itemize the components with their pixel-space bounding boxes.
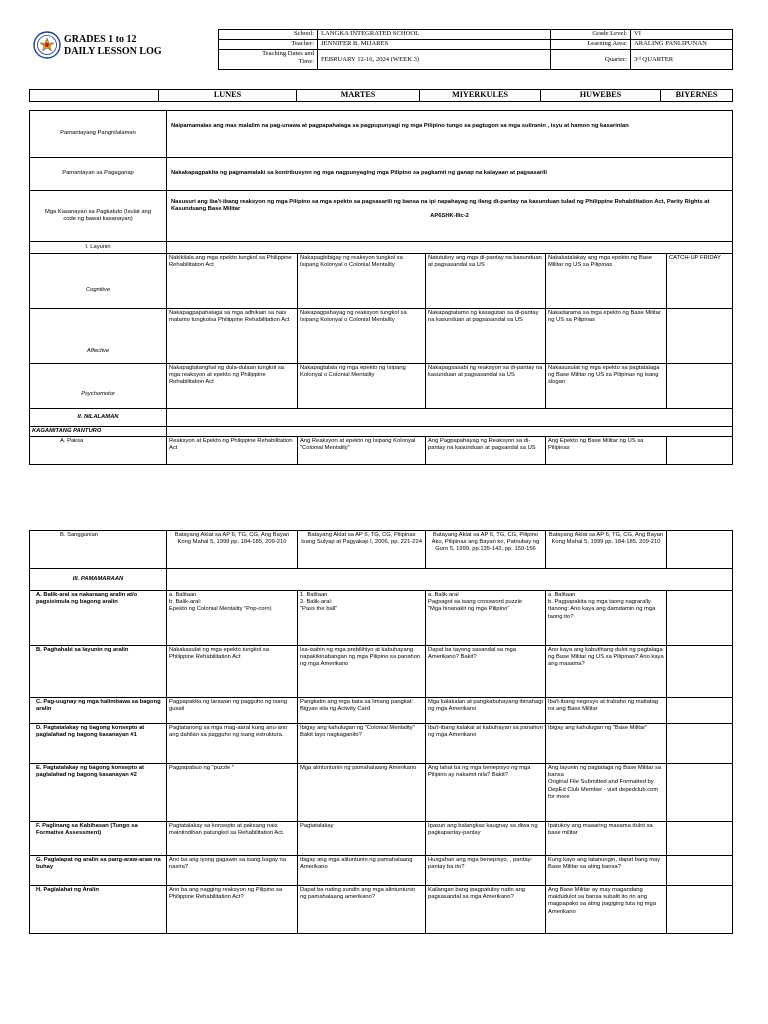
procedure-row-e [30, 764, 733, 822]
day-header-biyernes: BIYERNES [661, 90, 733, 102]
cognitive-lunes: Nakikilala ang mga epekto tungkol sa Philippine Rehabilitation Act [167, 254, 298, 309]
procedure-c-martes: Pangkatin ang mga bata sa limang pangkat: Bigyan sila ng Activity Card [298, 698, 426, 724]
cognitive-biyernes: CATCH-UP FRIDAY [667, 254, 733, 309]
day-header-miyerkules: MIYERKULES [420, 90, 541, 102]
school-value: LANGKA INTEGRATED SCHOOL [318, 30, 551, 40]
quarter-value: 3ʳᵈ QUARTER [631, 50, 733, 70]
pamamaraan-label: III. PAMAMARAAN [30, 569, 167, 591]
deped-seal-logo [33, 31, 61, 59]
teaching-dates-label [219, 50, 318, 70]
procedure-g-lunes: Ano ba ang iyong gagawin sa isang bagay na nasira? [167, 856, 298, 886]
procedure-label-e: E. Pagtatalakay ng bagong konsepto at paglalahad ng bagong kasanayan #2 [30, 764, 167, 822]
procedure-g-biyernes [667, 856, 733, 886]
procedure-row-f [30, 822, 733, 856]
procedure-e-lunes: Pagpapabuo ng "puzzle " [167, 764, 298, 822]
sanggunian-lunes: Batayang Aklat sa AP 6, TG, CG, Ang Bayan Kong Mahal 5, 1999 pp. 184-185, 209-210 [167, 531, 298, 569]
affective-lunes: Nakapagpapahalaga sa mga adhikain sa nais matamo tungkolsa Philippine Rehabilitation Act [167, 309, 298, 364]
header-info-table [218, 29, 733, 70]
teaching-dates-label-line2: Time: [298, 57, 314, 65]
cognitive-miyerkules: Natutukoy ang mga di-pantay na kasunduan at pagsasandal sa US [426, 254, 546, 309]
nilalaman-label: II. NILALAMAN [30, 409, 167, 427]
procedure-row-g [30, 856, 733, 886]
paksa-lunes: Reaksyon at Epekto ng Philippine Rehabilitation Act [167, 437, 298, 465]
procedure-b-biyernes [667, 646, 733, 698]
procedure-label-b: B. Paghahabi sa layunin ng aralin [30, 646, 167, 698]
pagganap-label: Pamantayan sa Pagaganap [30, 158, 167, 191]
procedure-d-lunes: Pagtatanong sa mga mag-aaral kung anu-ano ang dahilan sa pagguho ng isang estruktura. [167, 724, 298, 764]
sanggunian-martes: Batayang Aklat sa AP 6, TG, CG, Pilipinas Isang Sulyap at Pagyakap I, 2006, pp. 221-224 [298, 531, 426, 569]
form-title-line2: DAILY LESSON LOG [64, 46, 162, 57]
lesson-bottom-table [29, 530, 733, 934]
procedure-c-biyernes [667, 698, 733, 724]
teaching-dates-value: FEBRUARY 12-16, 2024 (WEEK 3) [318, 50, 551, 70]
paksa-huwebes: Ang Epekto ng Base Militar ng US sa Pilipinas [546, 437, 667, 465]
psychomotor-miyerkules: Nakapagsasabi ng reaksyon sa di-pantay na kasunduan at pagsasandal sa US [426, 364, 546, 409]
procedure-b-miyerkules: Dapat ba tayong sasandal sa mga Amerikano? Bakit? [426, 646, 546, 698]
procedure-row-a [30, 591, 733, 646]
procedure-e-miyerkules: Ang lahat ba ng mga benepisyo ng mga Pilipino ay nakamit nila? Bakit? [426, 764, 546, 822]
procedure-h-miyerkules: Kailangan bang ipagpatuloy natin ang pagsasandal sa mga Amerikano? [426, 886, 546, 934]
school-label: School: [219, 30, 318, 40]
grade-level-value: VI [631, 30, 733, 40]
procedure-g-martes: Ibigay ang mga alituntunin ng pamahalaang Amerikano [298, 856, 426, 886]
pamantayang-label: Pamantayang Pangnilalaman [30, 111, 167, 158]
learning-area-label: Learning Area: [551, 40, 631, 50]
procedure-row-d [30, 724, 733, 764]
teaching-dates-label-line1: Teaching Dates and [262, 50, 314, 57]
sanggunian-label: B. Sanggunian [30, 531, 167, 569]
procedure-f-lunes: Pagtatalakay sa konsepto at paksang nais maintindihan patungkol sa Rehabilitation Act. [167, 822, 298, 856]
procedure-label-g: G. Paglalapat ng aralin sa pang-araw-araw na buhay [30, 856, 167, 886]
procedure-b-huwebes: Ano kaya ang kabutihang dulot ng pagtalaga ng Base Militar ng US sa Pilipinas? Ano kaya ang masama? [546, 646, 667, 698]
procedure-g-huwebes: Kung kayo ang tatanungin, dapat bang may Base Militar sa ating bansa? [546, 856, 667, 886]
cognitive-huwebes: Nakakatalakay ang mga epekto ng Base Militar ng US sa Pilipinas [546, 254, 667, 309]
psychomotor-biyernes [667, 364, 733, 409]
procedure-a-biyernes [667, 591, 733, 646]
teacher-label: Teacher: [219, 40, 318, 50]
psychomotor-lunes: Nakapagtatanghal ng dula-dulaan tungkol sa mga reaksyon at epekto ng Philippine Rehabilitation Act [167, 364, 298, 409]
procedure-label-h: H. Paglalahat ng Aralin [30, 886, 167, 934]
learning-area-value: ARALING PANLIPUNAN [631, 40, 733, 50]
sanggunian-miyerkules: Batayang Aklat sa AP 6, TG, CG, Pilipino Ako, Pilipinas ang Bayan ko, Patnubay ng Guro 5, 1999, pp.135-142, pp. 150-156 [426, 531, 546, 569]
pagganap-text: Nakakapagpakita ng pagmamalaki sa kontribusyon ng mga nagpunyaging mga Pilipino sa pagkamit ng ganap na kalayaan at pagsasarili [167, 158, 733, 191]
procedure-f-miyerkules: Ipasuri ang balangkas kaugnay sa diwa ng pagkapantay-pantay [426, 822, 546, 856]
nilalaman-blank [167, 409, 733, 427]
quarter-label: Quarter: [551, 50, 631, 70]
paksa-biyernes [667, 437, 733, 465]
procedure-h-martes: Dapat ba nating sundin ang mga alintuntunin ng pamahalaang amerikano? [298, 886, 426, 934]
procedure-label-f: F. Paglinang sa Kabihasan (Tungo sa Formative Assessment) [30, 822, 167, 856]
procedure-e-biyernes [667, 764, 733, 822]
procedure-d-martes: Ibigay ang kahulugan ng "Colonial Mentality" Bakit tayo nagkaganito? [298, 724, 426, 764]
procedure-g-miyerkules: Husgahan ang mga benepisyo, , pantay-pantay ba ito? [426, 856, 546, 886]
procedure-f-biyernes [667, 822, 733, 856]
procedure-a-lunes: a. Balitaan b. Balik-aral: Epekto ng Colonial Mentality "Pop-corn) [167, 591, 298, 646]
procedure-h-lunes: Ano ba ang nagging reaksyon ng Pilipino sa Philippine Rehabilitation Act? [167, 886, 298, 934]
procedure-d-huwebes: Ibigay ang kahulugan ng "Base Militar" [546, 724, 667, 764]
form-title-line1: GRADES 1 to 12 [64, 34, 137, 45]
kagamitang-label: KAGAMITANG PANTURO [30, 427, 167, 437]
day-header-martes: MARTES [297, 90, 420, 102]
affective-martes: Nakapagpahayag ng reaksyon tungkol sa Isipang Kolonyal o Colonial Mentality [298, 309, 426, 364]
layunin-blank [167, 242, 733, 254]
procedure-a-huwebes: a. Balitaan b. Pagpapakita ng mga taong nagrarally. Itanong: Ano kaya ang damdamin ng mga taong ito? [546, 591, 667, 646]
psychomotor-martes: Nakapagtatala ng mga epekto ng Isipang Kolonyal o Colonial Mentality [298, 364, 426, 409]
lesson-top-table [29, 110, 733, 465]
procedure-d-miyerkules: Iba't-ibang kalakal at kabuhayan sa panahon ng mga Amerikano [426, 724, 546, 764]
kasanayan-label: Mga Kasanayan sa Pagkatuto (Isulat ang code ng bawat kasanayan) [30, 191, 167, 242]
kasanayan-cell [167, 191, 733, 242]
day-header-blank [30, 90, 159, 102]
cognitive-martes: Nakapagbibigay ng reaksyon tungkol sa Isipang Kolonyal o Colonial Mentality [298, 254, 426, 309]
procedure-c-miyerkules: Mga kalakalan at pangkabuhayang ibinahagi ng mga Amerikano [426, 698, 546, 724]
procedure-label-c: C. Pag-uugnay ng mga halimbawa sa bagong aralin [30, 698, 167, 724]
procedure-d-biyernes [667, 724, 733, 764]
paksa-label: A. Paksa [30, 437, 167, 465]
procedure-row-c [30, 698, 733, 724]
day-header-table [29, 89, 733, 102]
pamamaraan-blank [167, 569, 733, 591]
procedure-a-miyerkules: a. Balik-aral Pagsagot sa isang crossword puzzle "Mga hinanakit ng mga Pilipino" [426, 591, 546, 646]
paksa-martes: Ang Reaksyon at epekto ng Isipang Kolonyal "Colonial Mentality" [298, 437, 426, 465]
kagamitang-blank [167, 427, 733, 437]
procedure-f-huwebes: Ipatukoy ang maaaring masama dulot sa base militar [546, 822, 667, 856]
day-header-huwebes: HUWEBES [541, 90, 661, 102]
procedure-row-b [30, 646, 733, 698]
pamantayang-text: Naipamamalas ang mas malalim na pag-unawa at pagpapahalaga sa pagpupunyagi ng mga Pilipino tungo sa pagtugon sa mga suliranin , isyu at hamon ng kasarinlan [167, 111, 733, 158]
affective-huwebes: Nakadarama sa mga epekto ng Base Militar ng US sa Pilipinas [546, 309, 667, 364]
psychomotor-huwebes: Nakasusulat ng mga epekto sa pagtatalaga ng Base Militar ng US sa Pilipinas ng isang slogan [546, 364, 667, 409]
procedure-e-martes: Mga alintuntunin ng pamahalaang Amerikano [298, 764, 426, 822]
affective-biyernes [667, 309, 733, 364]
layunin-label: I. Layunin [30, 242, 167, 254]
procedure-f-martes: Pagtatalakay [298, 822, 426, 856]
paksa-miyerkules: Ang Pagpapahayag ng Reaksyon sa di-pantay na kasunduan at pagsandal sa US [426, 437, 546, 465]
sanggunian-biyernes [667, 531, 733, 569]
kasanayan-code: AP6SHK-IIIc-2 [430, 213, 469, 220]
procedure-c-lunes: Pagpapakita ng larawan ng pagguho ng isang gusali [167, 698, 298, 724]
affective-label: Affective [30, 309, 167, 364]
procedure-label-d: D. Pagtatalakay ng bagong konsepto at paglalahad ng bagong kasanayan #1 [30, 724, 167, 764]
procedure-label-a: A. Balik-aral sa nakaraang aralin at/o pagsisimula ng bagong aralin [30, 591, 167, 646]
teacher-value: JENNIFER B. MIJARES [318, 40, 551, 50]
affective-miyerkules: Nakapagtatamo ng kasagutan sa di-pantay na kasunduan at pagsasandal sa US [426, 309, 546, 364]
procedure-h-biyernes [667, 886, 733, 934]
procedure-b-lunes: Nakakasulat ng mga epekto tungkol sa Philippine Rehabilitation Act [167, 646, 298, 698]
procedure-c-huwebes: Iba't-ibang negosyo at trabaho ng maitatag na ang Base Militar [546, 698, 667, 724]
procedure-e-huwebes: Ang layunin ng pagtalaga ng Base Militar sa bansa Original File Submitted and Formatted by DepEd Club Member - visit depedclub.com for more [546, 764, 667, 822]
procedure-b-martes: Isa-isahin ng mga prebilihiyo at kabuhayang napakikinabangan ng mga Pilipino sa panahon ng mga Amerikano [298, 646, 426, 698]
psychomotor-label: Psychomotor [30, 364, 167, 409]
procedure-a-martes: 1. Balitaan 2. Balik-aral: "Pass the ball" [298, 591, 426, 646]
grade-level-label: Grade Level: [551, 30, 631, 40]
cognitive-label: Cognitive [30, 254, 167, 309]
kasanayan-text: Nasusuri ang iba't-ibang reaksyon ng mga Pilipino sa mga epekto sa pagsasarili ng bansa na ipi napahayag ng ilang di-pantay na kasunduan tulad ng Philippine Rehabilitation Act, Parity Rights at Kasunduang Base Militar [171, 199, 710, 213]
day-header-lunes: LUNES [159, 90, 297, 102]
sanggunian-huwebes: Batayang Aklat sa AP 6, TG, CG, Ang Bayan Kong Mahal 5, 1999 pp. 184-185, 209-210 [546, 531, 667, 569]
procedure-h-huwebes: Ang Base Militar ay may magandang maidudulot sa bansa subalit ito rin ang magpapako sa ating pagiging tuta ng mga Amerikano [546, 886, 667, 934]
procedure-row-h [30, 886, 733, 934]
